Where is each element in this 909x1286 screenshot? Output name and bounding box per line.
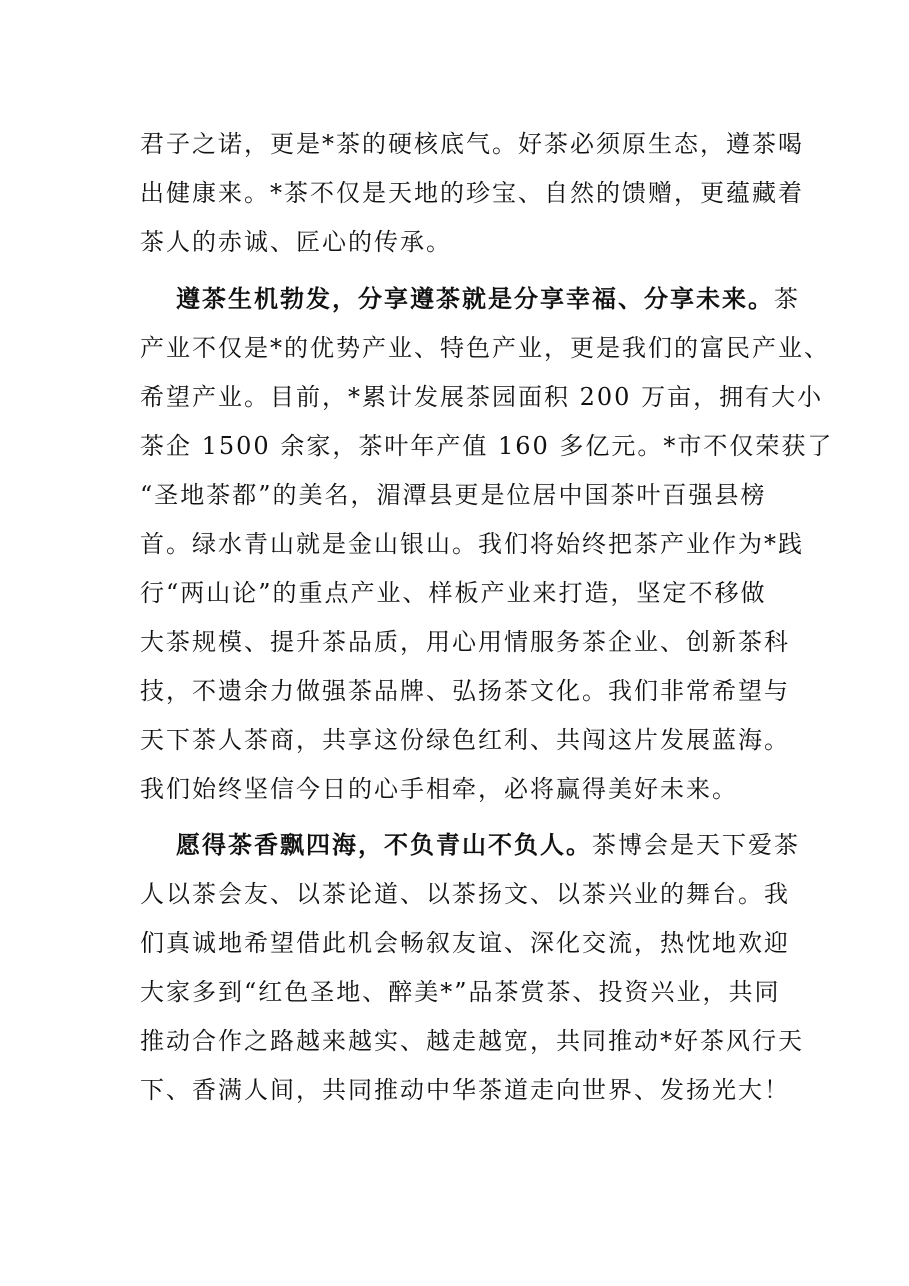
- text-line: 下、香满人间，共同推动中华茶道走向世界、发扬光大！: [140, 1076, 790, 1104]
- text-line: 人以茶会友、以茶论道、以茶扬文、以茶兴业的舞台。我: [140, 880, 790, 908]
- paragraph-text: 茶: [774, 285, 800, 313]
- text-line: “圣地茶都”的美名，湄潭县更是位居中国茶叶百强县榜: [140, 481, 767, 509]
- text-line: 行“两山论”的重点产业、样板产业来打造，坚定不移做: [140, 579, 767, 607]
- text-line: 天下茶人茶商，共享这份绿色红利、共闯这片发展蓝海。: [140, 726, 790, 754]
- text-line: 首。绿水青山就是金山银山。我们将始终把茶产业作为*践: [140, 530, 804, 558]
- text-line: 希望产业。目前，*累计发展茶园面积 200 万亩，拥有大小: [140, 383, 824, 411]
- text-line: 出健康来。*茶不仅是天地的珍宝、自然的馈赠，更蕴藏着: [140, 179, 804, 207]
- paragraph-lead-heading: 愿得茶香飘四海，不负青山不负人。: [176, 830, 592, 859]
- text-line: 茶企 1500 余家，茶叶年产值 160 多亿元。*市不仅荣获了: [140, 432, 834, 460]
- paragraph-lead-heading: 遵茶生机勃发，分享遵茶就是分享幸福、分享未来。: [176, 284, 774, 313]
- text-line: 大家多到“红色圣地、醉美*”品茶赏茶、投资兴业，共同: [140, 978, 781, 1006]
- text-line: 君子之诺，更是*茶的硬核底气。好茶必须原生态，遵茶喝: [140, 130, 804, 158]
- text-line: 大茶规模、提升茶品质，用心用情服务茶企业、创新茶科: [140, 628, 790, 656]
- text-line: 们真诚地希望借此机会畅叙友谊、深化交流，热忱地欢迎: [140, 929, 790, 957]
- text-line: 我们始终坚信今日的心手相牵，必将赢得美好未来。: [140, 775, 738, 803]
- paragraph-first-line: [176, 829, 800, 861]
- paragraph-text: 茶博会是天下爱茶: [592, 831, 800, 859]
- text-line: 技，不遗余力做强茶品牌、弘扬茶文化。我们非常希望与: [140, 677, 790, 705]
- paragraph-first-line: [176, 283, 800, 315]
- text-line: 推动合作之路越来越实、越走越宽，共同推动*好茶风行天: [140, 1027, 804, 1055]
- text-line: 茶人的赤诚、匠心的传承。: [140, 228, 452, 256]
- text-line: 产业不仅是*的优势产业、特色产业，更是我们的富民产业、: [140, 334, 830, 362]
